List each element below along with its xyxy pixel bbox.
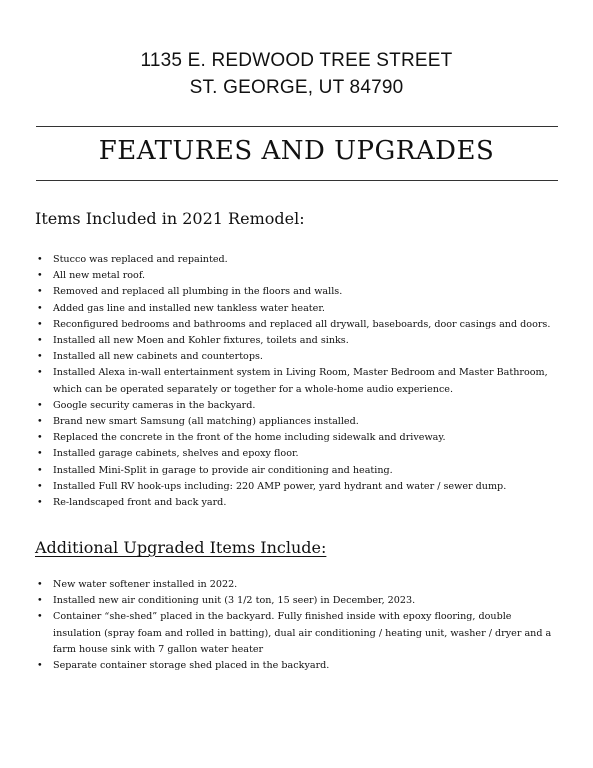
bullet-icon: • <box>37 595 43 607</box>
list-item <box>36 609 560 658</box>
list-item <box>36 284 560 300</box>
list-item <box>36 658 560 674</box>
list-item <box>36 414 560 430</box>
bullet-icon: • <box>37 611 43 623</box>
list-item <box>36 317 560 333</box>
bullet-icon: • <box>37 367 43 379</box>
list-item <box>36 365 560 397</box>
bullet-icon: • <box>37 399 43 411</box>
bullet-icon: • <box>37 302 43 314</box>
list-item-text: Installed all new cabinets and countertops. <box>53 351 263 363</box>
bullet-icon: • <box>37 270 43 282</box>
list-item <box>36 495 560 511</box>
bullet-icon: • <box>37 497 43 509</box>
bullet-icon: • <box>37 254 43 265</box>
list-item <box>36 593 560 609</box>
list-item-text: Installed all new Moen and Kohler fixtures, toilets and sinks. <box>53 335 349 347</box>
bullet-icon: • <box>37 448 43 460</box>
list-item <box>36 577 560 593</box>
bullet-icon: • <box>37 579 43 590</box>
section-heading-additional: Additional Upgraded Items Include: <box>35 538 327 557</box>
list-item-text: Replaced the concrete in the front of the home including sidewalk and driveway. <box>53 432 446 444</box>
divider-bottom <box>36 180 558 181</box>
list-item-text: Installed Mini-Split in garage to provide air conditioning and heating. <box>53 464 393 476</box>
list-item-text: Removed and replaced all plumbing in the floors and walls. <box>53 286 343 298</box>
list-item <box>36 301 560 317</box>
list-item-text: Container “she-shed” placed in the backyard. Fully finished inside with epoxy flooring, double insulation (spray foam and rolled in batting), dual air conditioning / heating unit, washer / dryer and a farm house sink with 7 gallon water heater <box>53 611 552 655</box>
list-item-text: Google security cameras in the backyard. <box>53 399 256 411</box>
list-item <box>36 446 560 462</box>
bullet-icon: • <box>37 286 43 298</box>
divider-top <box>36 126 558 127</box>
list-item <box>36 349 560 365</box>
remodel-items-list <box>36 252 560 511</box>
list-item-text: Re-landscaped front and back yard. <box>53 497 227 509</box>
list-item-text: Installed Alexa in-wall entertainment system in Living Room, Master Bedroom and Master Bathroom, which can be operated separately or together for a whole-home audio experience. <box>53 367 548 395</box>
list-item-text: Installed garage cabinets, shelves and epoxy floor. <box>53 448 299 460</box>
list-item <box>36 252 560 268</box>
list-item-text: All new metal roof. <box>53 270 146 282</box>
address-line-2: ST. GEORGE, UT 84790 <box>189 77 404 98</box>
bullet-icon: • <box>37 660 43 672</box>
bullet-icon: • <box>37 351 43 363</box>
list-item-text: Separate container storage shed placed in the backyard. <box>53 660 330 672</box>
list-item <box>36 479 560 495</box>
bullet-icon: • <box>37 335 43 347</box>
page-title: FEATURES AND UPGRADES <box>98 136 495 166</box>
list-item <box>36 398 560 414</box>
bullet-icon: • <box>37 464 43 476</box>
bullet-icon: • <box>37 432 43 444</box>
address-line-1: 1135 E. REDWOOD TREE STREET <box>140 50 453 71</box>
bullet-icon: • <box>37 318 43 330</box>
bullet-icon: • <box>37 480 43 492</box>
list-item <box>36 430 560 446</box>
bullet-icon: • <box>37 416 43 428</box>
list-item <box>36 463 560 479</box>
list-item-text: New water softener installed in 2022. <box>53 579 238 590</box>
list-item-text: Brand new smart Samsung (all matching) appliances installed. <box>53 416 359 428</box>
section-heading-remodel: Items Included in 2021 Remodel: <box>35 209 305 228</box>
list-item <box>36 268 560 284</box>
list-item-text: Reconfigured bedrooms and bathrooms and replaced all drywall, baseboards, door casings and doors. <box>53 318 551 330</box>
list-item-text: Installed new air conditioning unit (3 1/2 ton, 15 seer) in December, 2023. <box>53 595 416 607</box>
additional-items-list <box>36 577 560 674</box>
list-item-text: Added gas line and installed new tankless water heater. <box>53 302 325 314</box>
list-item <box>36 333 560 349</box>
list-item-text: Stucco was replaced and repainted. <box>53 254 228 265</box>
list-item-text: Installed Full RV hook-ups including: 220 AMP power, yard hydrant and water / sewer dump. <box>53 480 507 492</box>
